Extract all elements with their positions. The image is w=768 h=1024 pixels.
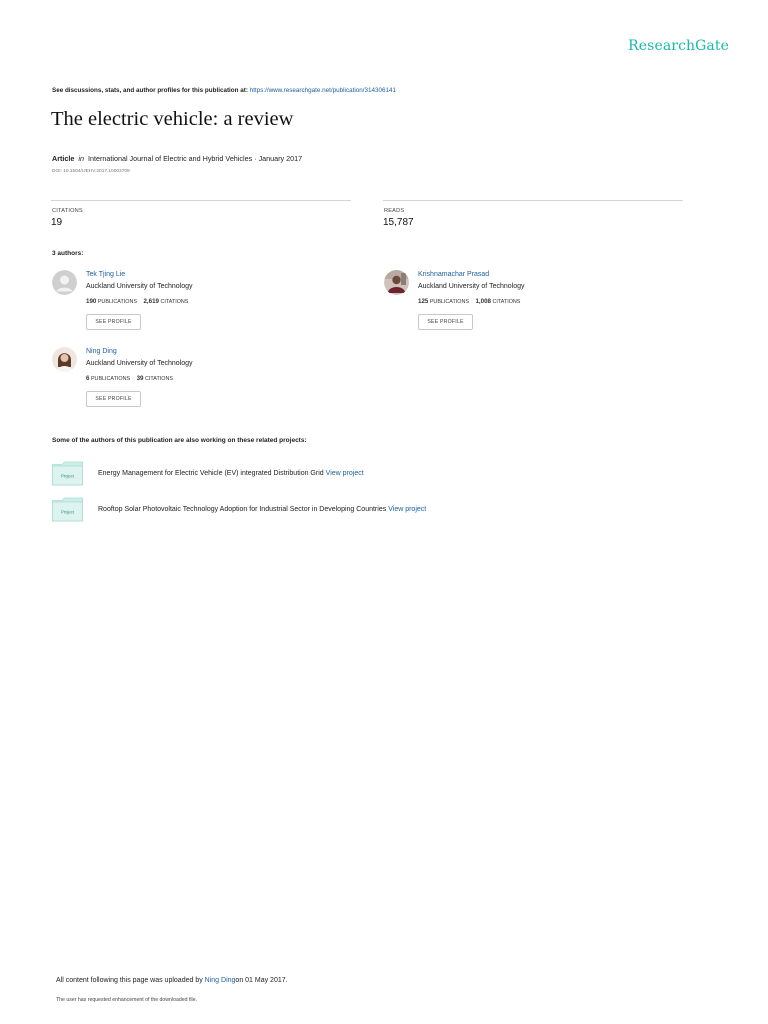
reads-label: READS	[384, 208, 405, 214]
author-photo[interactable]	[52, 347, 77, 372]
citations-count: 1,008	[475, 298, 491, 305]
doi: DOI: 10.1504/IJEHV.2017.10003709	[52, 169, 130, 174]
researchgate-logo[interactable]: ResearchGate	[628, 38, 729, 54]
citations-label: CITATIONS	[144, 376, 173, 382]
discussions-text: See discussions, stats, and author profiles for this publication at:	[52, 87, 248, 94]
see-profile-button[interactable]: SEE PROFILE	[86, 391, 141, 407]
project-badge: Project	[60, 509, 75, 515]
uploader-link[interactable]: Ning Ding	[204, 977, 236, 984]
citations-count: 2,619	[143, 298, 159, 305]
authors-heading: 3 authors:	[52, 250, 84, 257]
see-profile-button[interactable]: SEE PROFILE	[86, 314, 141, 330]
journal-name[interactable]: International Journal of Electric and Hybrid Vehicles · January 2017	[87, 154, 303, 163]
discussions-line	[52, 87, 396, 94]
author-photo[interactable]	[384, 270, 409, 295]
author-name[interactable]: Tek Tjing Lie	[86, 271, 126, 278]
publication-type: Article	[52, 154, 75, 163]
author-stats	[418, 298, 520, 305]
project-badge: Project	[60, 473, 75, 479]
see-profile-button[interactable]: SEE PROFILE	[418, 314, 473, 330]
publications-label: PUBLICATIONS	[90, 376, 131, 382]
project-folder-icon	[52, 497, 83, 522]
author-institution: Auckland University of Technology	[418, 283, 525, 290]
author-institution: Auckland University of Technology	[86, 283, 193, 290]
related-projects-heading: Some of the authors of this publication are also working on these related projects:	[52, 437, 307, 444]
publication-title: The electric vehicle: a review	[51, 108, 294, 130]
citations-label: CITATIONS	[52, 208, 83, 214]
view-project-link[interactable]: View project	[325, 470, 364, 477]
author-name[interactable]: Krishnamachar Prasad	[418, 271, 490, 278]
project-title: Rooftop Solar Photovoltaic Technology Adoption for Industrial Sector in Developing Countries	[98, 506, 387, 513]
author-name[interactable]: Ning Ding	[86, 348, 117, 355]
enhancement-note: The user has requested enhancement of the downloaded file.	[56, 997, 198, 1003]
author-institution: Auckland University of Technology	[86, 360, 193, 367]
publication-link[interactable]: https://www.researchgate.net/publication/314306141	[249, 87, 397, 94]
publications-label: PUBLICATIONS	[429, 299, 469, 305]
view-project-link[interactable]: View project	[388, 506, 427, 513]
avatar-placeholder-icon[interactable]	[52, 270, 77, 295]
citations-label: CITATIONS	[492, 299, 521, 305]
author-stats	[86, 375, 173, 382]
reads-value: 15,787	[383, 217, 414, 228]
publications-count: 190	[86, 298, 97, 305]
publication-meta	[52, 154, 302, 163]
upload-suffix: on 01 May 2017.	[235, 977, 288, 984]
upload-note	[56, 977, 288, 984]
project-text	[98, 506, 426, 513]
citations-label: CITATIONS	[160, 299, 189, 305]
publications-count: 6	[86, 375, 90, 382]
project-text	[98, 470, 364, 477]
upload-prefix: All content following this page was uploaded by	[56, 977, 203, 984]
project-folder-icon	[52, 461, 83, 486]
publications-count: 125	[418, 298, 429, 305]
citations-count: 39	[136, 375, 144, 382]
publications-label: PUBLICATIONS	[97, 299, 137, 305]
citations-stat	[51, 200, 351, 228]
author-stats	[86, 298, 188, 305]
reads-stat	[383, 200, 683, 228]
project-title: Energy Management for Electric Vehicle (EV) integrated Distribution Grid	[98, 470, 324, 477]
citations-value: 19	[51, 217, 63, 228]
meta-in: in	[78, 154, 84, 163]
